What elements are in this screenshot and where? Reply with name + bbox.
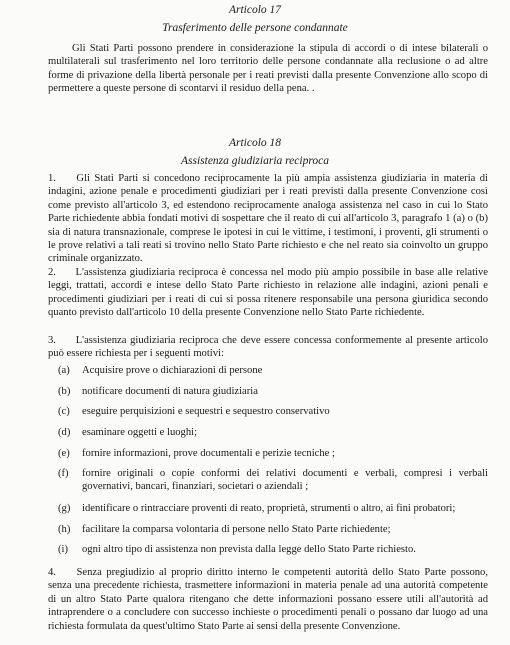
item-marker: (a) xyxy=(58,365,70,376)
item-text: esaminare oggetti e luoghi; xyxy=(82,427,198,438)
list-item xyxy=(58,447,488,460)
paragraph-text: L'assistenza giudiziaria reciproca che deve essere concessa conformemente al presente articolo può essere richiesta per i seguenti motivi: xyxy=(48,335,488,360)
item-marker: (h) xyxy=(58,524,71,535)
item-text: ogni altro tipo di assistenza non prevista dalla legge dello Stato Parte richiesto. xyxy=(82,544,416,555)
paragraph-number: 2. xyxy=(48,267,56,278)
list-item xyxy=(58,543,488,556)
article-18-paragraph-4 xyxy=(48,566,488,633)
list-item xyxy=(58,523,488,536)
item-text: notificare documenti di natura giudiziaria xyxy=(82,386,258,397)
paragraph-number: 4. xyxy=(48,567,56,578)
article-18-paragraph-2 xyxy=(48,266,488,320)
article-18-number: Articolo 18 xyxy=(228,137,282,149)
paragraph-number: 1. xyxy=(48,173,56,184)
list-item xyxy=(58,467,488,494)
list-item xyxy=(58,405,488,418)
item-text: identificare o rintracciare proventi di reato, proprietà, strumenti o altro, ai fini probatori; xyxy=(82,503,456,514)
article-18-paragraph-1 xyxy=(48,172,488,266)
list-item xyxy=(58,385,488,398)
item-marker: (i) xyxy=(58,544,68,555)
item-marker: (b) xyxy=(58,386,71,397)
article-17-text: Gli Stati Parti possono prendere in considerazione la stipula di accordi o di intese bilaterali o multilaterali sul trasferimento nel loro territorio delle persone condannate alla reclusione o ad altre forme di privazione della libertà personale per i reati previsti dalla presente Convenzione allo scopo di permettere a queste persone di scontarvi il residuo della pena. . xyxy=(48,43,488,95)
item-text: Acquisire prove o dichiarazioni di persone xyxy=(82,365,263,376)
paragraph-text: Senza pregiudizio al proprio diritto interno le competenti autorità dello Stato Parte possono, senza una precedente richiesta, trasmettere informazioni in materia penale ad una autorità competente di un altro Stato Parte qualora ritengano che dette informazioni possano essere utili all'autorità ad intraprendere o a concludere con successo inchieste o procedimenti penali o possano dar luogo ad una richiesta formulata da quest'ultimo Stato Parte ai sensi della presente Convenzione. xyxy=(48,567,488,632)
item-marker: (e) xyxy=(58,448,70,459)
item-marker: (d) xyxy=(58,427,71,438)
article-17-paragraph xyxy=(48,42,488,96)
item-text: fornire informazioni, prove documentali e perizie tecniche ; xyxy=(82,448,335,459)
item-text: fornire originali o copie conformi dei relativi documenti e verbali, compresi i verbali governativi, bancari, finanziari, societari o aziendali ; xyxy=(82,468,488,493)
list-item xyxy=(58,426,488,439)
item-marker: (c) xyxy=(58,406,70,417)
paragraph-text: L'assistenza giudiziaria reciproca è concessa nel modo più ampio possibile in base alle relative leggi, trattati, accordi e intese dello Stato Parte richiesto in relazione alle indagini, azioni penali e procedimenti giudiziari per i reati di cui si possa ritenere responsabile una persona giuridica secondo quanto previsto dall'articolo 10 della presente Convenzione nello Stato Parte richiedente. xyxy=(48,267,488,319)
item-text: eseguire perquisizioni e sequestri e sequestro conservativo xyxy=(82,406,330,417)
item-marker: (f) xyxy=(58,468,69,479)
list-item xyxy=(58,364,488,377)
article-18-title: Assistenza giudiziaria reciproca xyxy=(180,155,329,167)
item-text: facilitare la comparsa volontaria di persone nello Stato Parte richiedente; xyxy=(82,524,391,535)
list-item xyxy=(58,502,488,515)
paragraph-text: Gli Stati Parti si concedono reciprocamente la più ampia assistenza giudiziaria in materia di indagini, azione penale e procedimenti giudiziari per i reati previsti dalla presente Convenzione così come previsto all'articolo 3, ed estendono reciprocamente analoga assistenza nel caso in cui lo Stato Parte richiedente abbia fondati motivi di sospettare che il reato di cui all'articolo 3, paragrafo 1 (a) o (b) sia di natura transnazionale, comprese le ipotesi in cui le vittime, i testimoni, i proventi, gli strumenti o le prove relativi a tali reati si trovino nello Stato Parte richiesto e che nel reato sia coinvolto un gruppo criminale organizzato. xyxy=(48,173,488,265)
article-17-number: Articolo 17 xyxy=(228,4,282,16)
article-18-paragraph-3 xyxy=(48,334,488,361)
paragraph-number: 3. xyxy=(48,335,56,346)
item-marker: (g) xyxy=(58,503,71,514)
article-17-title: Trasferimento delle persone condannate xyxy=(162,22,348,34)
